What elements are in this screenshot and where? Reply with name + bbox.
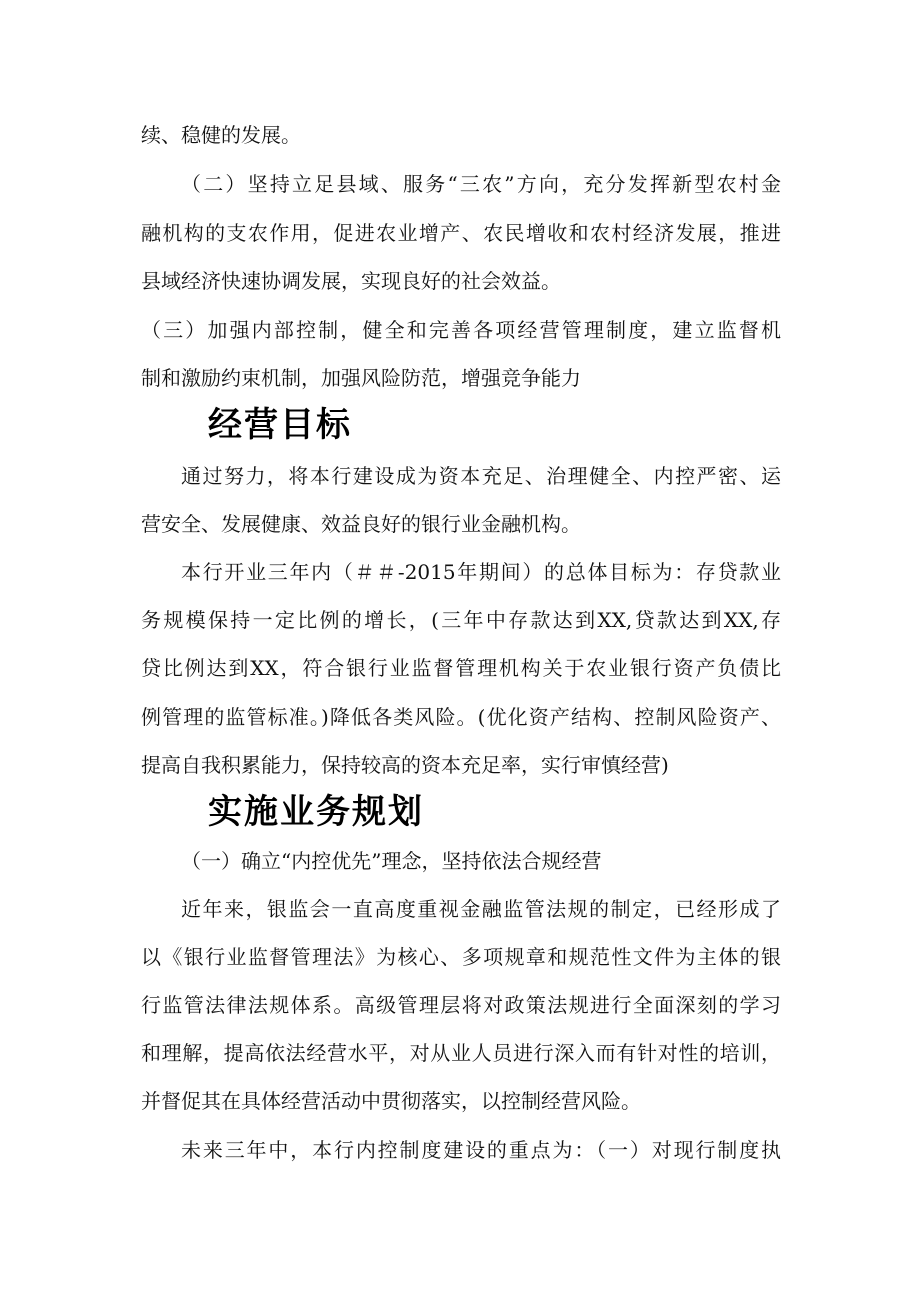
paragraph-two-line: （二）坚持立足县域、服务“三农”方向，充分发挥新型农村金 <box>181 172 781 196</box>
paragraph-plan-line: 近年来，银监会一直高度重视金融监管法规的制定，已经形成了 <box>181 897 781 921</box>
paragraph-goals-line: 本行开业三年内（＃＃-2015年期间）的总体目标为：存贷款业 <box>181 560 781 584</box>
paragraph-plan-line: （一）确立“内控优先”理念，坚持依法合规经营 <box>181 849 602 873</box>
paragraph-goals-line: 提高自我积累能力，保持较高的资本充足率，实行审慎经营) <box>141 753 669 777</box>
paragraph-three-line: （三）加强内部控制，健全和完善各项经营管理制度，建立监督机 <box>141 318 781 342</box>
section-heading-goals: 经营目标 <box>208 405 352 445</box>
paragraph-three-line: 制和激励约束机制，加强风险防范，增强竞争能力 <box>141 366 581 390</box>
paragraph-goals-line: 务规模保持一定比例的增长，(三年中存款达到XX,贷款达到XX,存 <box>141 608 781 632</box>
paragraph-goals-line: 例管理的监管标准。)降低各类风险。(优化资产结构、控制风险资产、 <box>141 705 781 729</box>
paragraph-plan-line: 以《银行业监督管理法》为核心、多项规章和规范性文件为主体的银 <box>141 945 781 969</box>
paragraph-goals-line: 贷比例达到XX，符合银行业监督管理机构关于农业银行资产负债比 <box>141 656 781 680</box>
paragraph-goals-line: 营安全、发展健康、效益良好的银行业金融机构。 <box>141 512 581 536</box>
section-heading-plan: 实施业务规划 <box>208 792 424 832</box>
paragraph-goals-line: 通过努力，将本行建设成为资本充足、治理健全、内控严密、运 <box>181 464 781 488</box>
paragraph-plan-line: 未来三年中，本行内控制度建设的重点为：（一）对现行制度执 <box>181 1138 781 1162</box>
paragraph-two-line: 县域经济快速协调发展，实现良好的社会效益。 <box>141 269 561 293</box>
paragraph-plan-line: 和理解，提高依法经营水平，对从业人员进行深入而有针对性的培训， <box>141 1041 781 1065</box>
paragraph-plan-line: 并督促其在具体经营活动中贯彻落实，以控制经营风险。 <box>141 1089 641 1113</box>
paragraph-continuation-line: 续、稳健的发展。 <box>141 123 301 147</box>
paragraph-plan-line: 行监管法律法规体系。高级管理层将对政策法规进行全面深刻的学习 <box>141 993 781 1017</box>
paragraph-two-line: 融机构的支农作用，促进农业增产、农民增收和农村经济发展，推进 <box>141 221 781 245</box>
